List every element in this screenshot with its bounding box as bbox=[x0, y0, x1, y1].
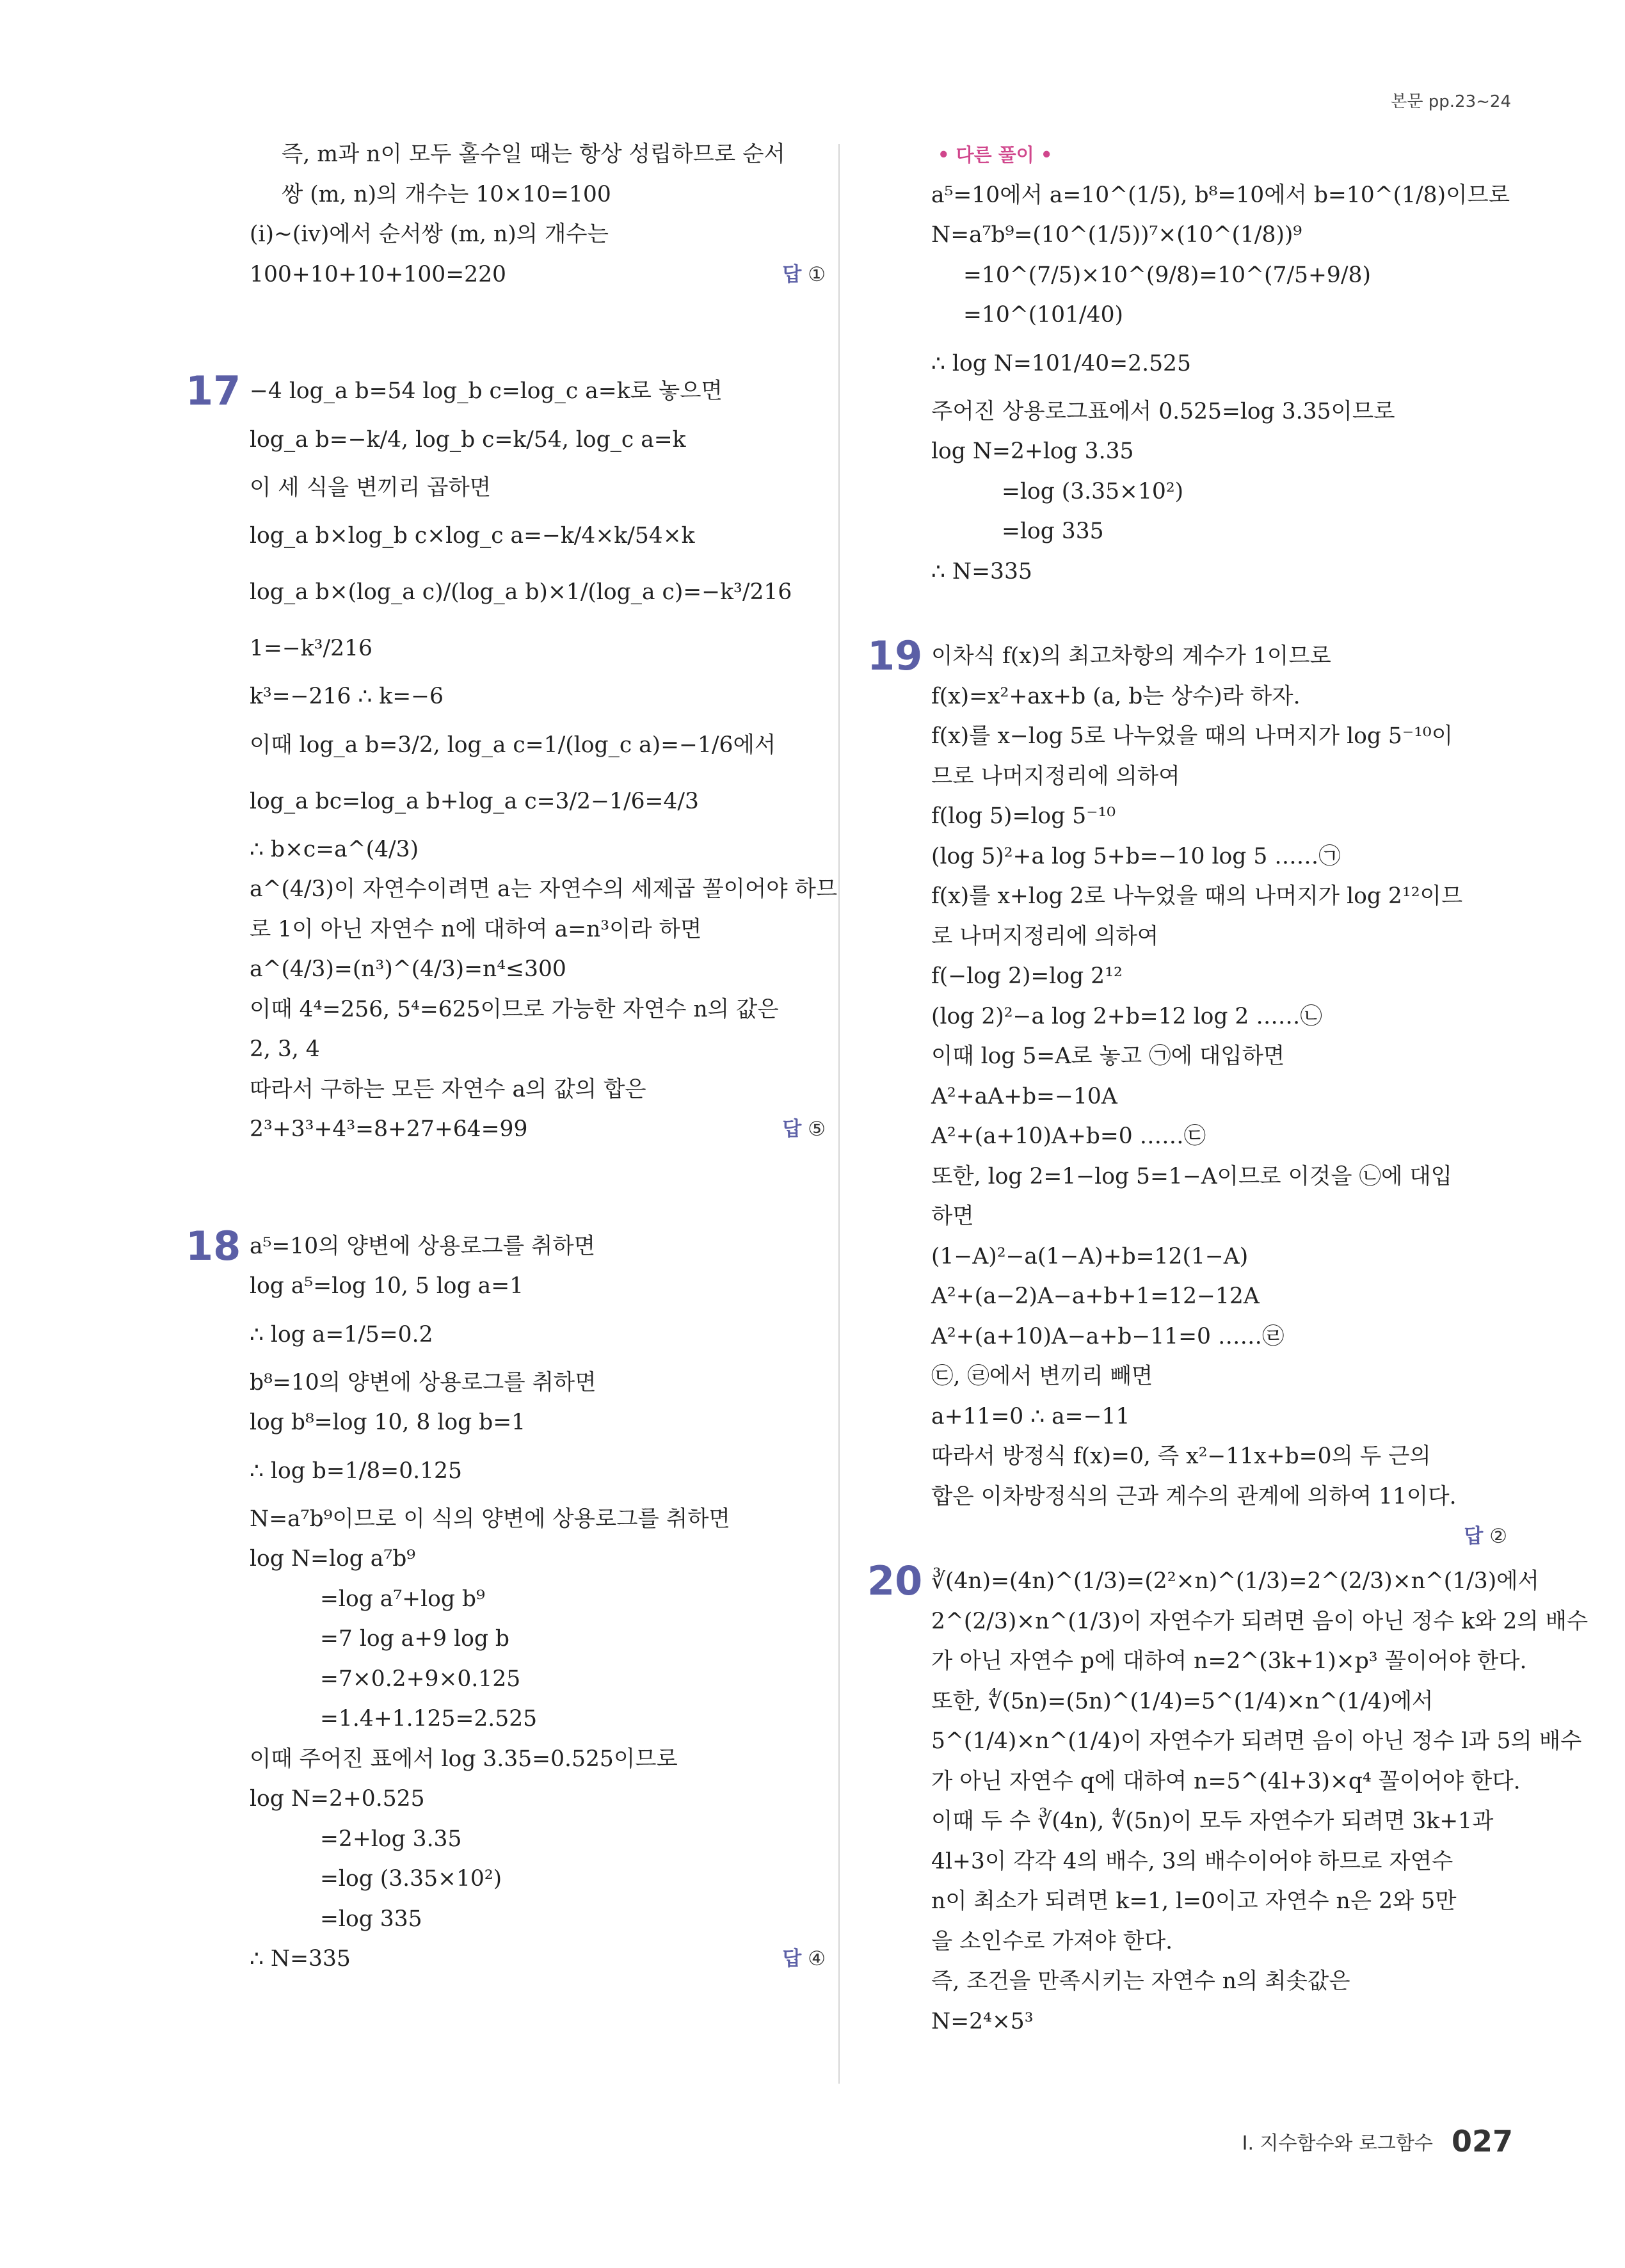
text-line: log_a b×log_b c×log_c a=−k/4×k/54×k bbox=[250, 523, 695, 549]
text-line: 이때 주어진 표에서 log 3.35=0.525이므로 bbox=[250, 1746, 678, 1772]
text-line: (log 2)²−a log 2+b=12 log 2 ……㉡ bbox=[931, 1003, 1322, 1029]
text-line: 또한, ∜(5n)=(5n)^(1/4)=5^(1/4)×n^(1/4)에서 bbox=[931, 1688, 1434, 1714]
problem-number: 18 bbox=[186, 1222, 241, 1269]
equation: 100+10+10+100=220 bbox=[250, 261, 506, 287]
text-line: 로 나머지정리에 의하여 bbox=[931, 923, 1159, 949]
text-line: f(x)를 x+log 2로 나누었을 때의 나머지가 log 2¹²이므 bbox=[931, 883, 1463, 909]
prev-solution-tail bbox=[250, 134, 826, 294]
problem-20-solution bbox=[867, 1557, 1589, 2041]
alternative-solution bbox=[931, 134, 1510, 591]
text-line: 즉, m과 n이 모두 홀수일 때는 항상 성립하므로 순서 bbox=[282, 141, 785, 167]
text-line: A²+(a+10)A+b=0 ……㉢ bbox=[931, 1123, 1206, 1149]
text-line: =log 335 bbox=[1002, 519, 1104, 544]
text-line: ∴ N=335 bbox=[931, 558, 1032, 584]
text-line: N=2⁴×5³ bbox=[931, 2008, 1034, 2034]
answer-mark: 답 ① bbox=[782, 262, 826, 286]
text-line bbox=[250, 255, 826, 295]
text-line: f(log 5)=log 5⁻¹⁰ bbox=[931, 803, 1116, 829]
text-line: log N=2+0.525 bbox=[250, 1786, 425, 1812]
page-reference: 본문 pp.23~24 bbox=[1391, 92, 1511, 111]
text-line: a^(4/3)=(n³)^(4/3)=n⁴≤300 bbox=[250, 956, 566, 982]
text-line: f(x)=x²+ax+b (a, b는 상수)라 하자. bbox=[931, 683, 1301, 709]
text-line: a⁵=10의 양변에 상용로그를 취하면 bbox=[250, 1233, 596, 1259]
text-line: 따라서 방정식 f(x)=0, 즉 x²−11x+b=0의 두 근의 bbox=[931, 1444, 1431, 1469]
text-line bbox=[250, 1109, 826, 1150]
text-line: =log a⁷+log b⁹ bbox=[320, 1586, 485, 1612]
text-line: 5^(1/4)×n^(1/4)이 자연수가 되려면 음이 아닌 정수 l과 5의 배수 bbox=[931, 1728, 1582, 1754]
answer-mark: 답 ⑤ bbox=[782, 1118, 826, 1141]
text-line: =7×0.2+9×0.125 bbox=[320, 1666, 521, 1692]
problem-number: 20 bbox=[867, 1557, 923, 1604]
text-line: 을 소인수로 가져야 한다. bbox=[931, 1928, 1173, 1954]
right-column bbox=[867, 134, 1589, 2041]
text-line: 4l+3이 각각 4의 배수, 3의 배수이어야 하므로 자연수 bbox=[931, 1848, 1453, 1874]
text-line: =1.4+1.125=2.525 bbox=[320, 1706, 538, 1732]
text-line: log_a b×(log_a c)/(log_a b)×1/(log_a c)=−k³/216 bbox=[250, 579, 792, 605]
text-line: 가 아닌 자연수 p에 대하여 n=2^(3k+1)×p³ 꼴이어야 한다. bbox=[931, 1648, 1527, 1674]
text-line: 또한, log 2=1−log 5=1−A이므로 이것을 ㉡에 대입 bbox=[931, 1163, 1452, 1189]
text-line: A²+(a−2)A−a+b+1=12−12A bbox=[931, 1283, 1260, 1309]
alternative-solution-label: • 다른 풀이 • bbox=[938, 144, 1053, 166]
text-line: a+11=0 ∴ a=−11 bbox=[931, 1403, 1130, 1429]
text-line: =10^(101/40) bbox=[963, 302, 1124, 328]
text-line: (log 5)²+a log 5+b=−10 log 5 ……㉠ bbox=[931, 843, 1341, 869]
text-line: log b⁸=log 10, 8 log b=1 bbox=[250, 1410, 526, 1435]
text-line: a^(4/3)이 자연수이려면 a는 자연수의 세제곱 꼴이어야 하므 bbox=[250, 876, 838, 902]
text-line: N=a⁷b⁹이므로 이 식의 양변에 상용로그를 취하면 bbox=[250, 1506, 730, 1532]
text-line: (1−A)²−a(1−A)+b=12(1−A) bbox=[931, 1243, 1249, 1269]
text-line: =10^(7/5)×10^(9/8)=10^(7/5+9/8) bbox=[963, 262, 1371, 288]
text-line: 2^(2/3)×n^(1/3)이 자연수가 되려면 음이 아닌 정수 k와 2의 배수 bbox=[931, 1608, 1589, 1634]
text-line: log_a bc=log_a b+log_a c=3/2−1/6=4/3 bbox=[250, 788, 699, 814]
problem-number: 17 bbox=[186, 367, 241, 414]
text-line: 이 세 식을 변끼리 곱하면 bbox=[250, 474, 492, 501]
left-column bbox=[186, 134, 838, 1979]
column-divider bbox=[838, 144, 840, 2084]
text-line: 이때 두 수 ∛(4n), ∜(5n)이 모두 자연수가 되려면 3k+1과 bbox=[931, 1808, 1494, 1834]
text-line: 이때 log_a b=3/2, log_a c=1/(log_c a)=−1/6에서 bbox=[250, 732, 776, 758]
problem-number: 19 bbox=[867, 632, 923, 679]
text-line: 이때 4⁴=256, 5⁴=625이므로 가능한 자연수 n의 값은 bbox=[250, 996, 779, 1022]
text-line: k³=−216 ∴ k=−6 bbox=[250, 684, 444, 709]
page-footer bbox=[1242, 2124, 1513, 2159]
text-line: f(−log 2)=log 2¹² bbox=[931, 963, 1123, 989]
text-line: 즉, 조건을 만족시키는 자연수 n의 최솟값은 bbox=[931, 1968, 1350, 1994]
text-line: =2+log 3.35 bbox=[320, 1826, 462, 1852]
text-line: ∴ log N=101/40=2.525 bbox=[931, 350, 1191, 376]
text-line: =7 log a+9 log b bbox=[320, 1626, 510, 1652]
text-line: A²+(a+10)A−a+b−11=0 ……㉣ bbox=[931, 1323, 1285, 1349]
text-line: ∴ log a=1/5=0.2 bbox=[250, 1321, 433, 1347]
text-line: 이때 log 5=A로 놓고 ㉠에 대입하면 bbox=[931, 1043, 1285, 1069]
text-line bbox=[250, 1939, 826, 1979]
text-line: N=a⁷b⁹=(10^(1/5))⁷×(10^(1/8))⁹ bbox=[931, 222, 1302, 248]
text-line: a⁵=10에서 a=10^(1/5), b⁸=10에서 b=10^(1/8)이므로 bbox=[931, 182, 1510, 208]
text-line: 2, 3, 4 bbox=[250, 1036, 320, 1062]
text-line: 하면 bbox=[931, 1203, 974, 1229]
text-line: log N=log a⁷b⁹ bbox=[250, 1546, 416, 1572]
problem-19-solution bbox=[867, 632, 1507, 1548]
text-line: ㉢, ㉣에서 변끼리 빼면 bbox=[931, 1363, 1153, 1389]
text-line: 쌍 (m, n)의 개수는 10×10=100 bbox=[282, 181, 611, 207]
answer-mark: 답 ② bbox=[1464, 1525, 1507, 1548]
text-line: n이 최소가 되려면 k=1, l=0이고 자연수 n은 2와 5만 bbox=[931, 1888, 1457, 1914]
answer-mark: 답 ④ bbox=[782, 1947, 826, 1970]
text-line: ∛(4n)=(4n)^(1/3)=(2²×n)^(1/3)=2^(2/3)×n^(1/3)에서 bbox=[931, 1568, 1539, 1594]
text-line: 가 아닌 자연수 q에 대하여 n=5^(4l+3)×q⁴ 꼴이어야 한다. bbox=[931, 1768, 1521, 1794]
text-line: log a⁵=log 10, 5 log a=1 bbox=[250, 1273, 524, 1299]
text-line: 1=−k³/216 bbox=[250, 636, 372, 661]
text-line: b⁸=10의 양변에 상용로그를 취하면 bbox=[250, 1369, 596, 1395]
page-number: 027 bbox=[1451, 2124, 1513, 2159]
chapter-title: Ⅰ. 지수함수와 로그함수 bbox=[1242, 2132, 1433, 2155]
text-line: ∴ b×c=a^(4/3) bbox=[250, 836, 419, 862]
text-line: log N=2+log 3.35 bbox=[931, 438, 1134, 464]
text-line: −4 log_a b=54 log_b c=log_c a=k로 놓으면 bbox=[250, 378, 723, 404]
text-line: =log (3.35×10²) bbox=[1002, 478, 1184, 504]
text-line: 합은 이차방정식의 근과 계수의 관계에 의하여 11이다. bbox=[931, 1483, 1457, 1509]
equation: 2³+3³+4³=8+27+64=99 bbox=[250, 1116, 528, 1142]
text-line: 로 1이 아닌 자연수 n에 대하여 a=n³이라 하면 bbox=[250, 916, 702, 942]
text-line: A²+aA+b=−10A bbox=[931, 1083, 1117, 1109]
text-line: 주어진 상용로그표에서 0.525=log 3.35이므로 bbox=[931, 398, 1395, 424]
text-line: 므로 나머지정리에 의하여 bbox=[931, 763, 1180, 789]
equation: ∴ N=335 bbox=[250, 1946, 351, 1972]
text-line: 따라서 구하는 모든 자연수 a의 값의 합은 bbox=[250, 1076, 646, 1102]
text-line: =log (3.35×10²) bbox=[320, 1866, 502, 1892]
text-line: 이차식 f(x)의 최고차항의 계수가 1이므로 bbox=[931, 643, 1331, 669]
text-line: ∴ log b=1/8=0.125 bbox=[250, 1458, 462, 1484]
text-line: (ⅰ)~(ⅳ)에서 순서쌍 (m, n)의 개수는 bbox=[250, 221, 609, 247]
problem-17-solution bbox=[186, 367, 838, 1150]
text-line: log_a b=−k/4, log_b c=k/54, log_c a=k bbox=[250, 426, 686, 453]
problem-18-solution bbox=[186, 1222, 826, 1979]
text-line: f(x)를 x−log 5로 나누었을 때의 나머지가 log 5⁻¹⁰이 bbox=[931, 723, 1453, 749]
text-line: =log 335 bbox=[320, 1906, 422, 1932]
